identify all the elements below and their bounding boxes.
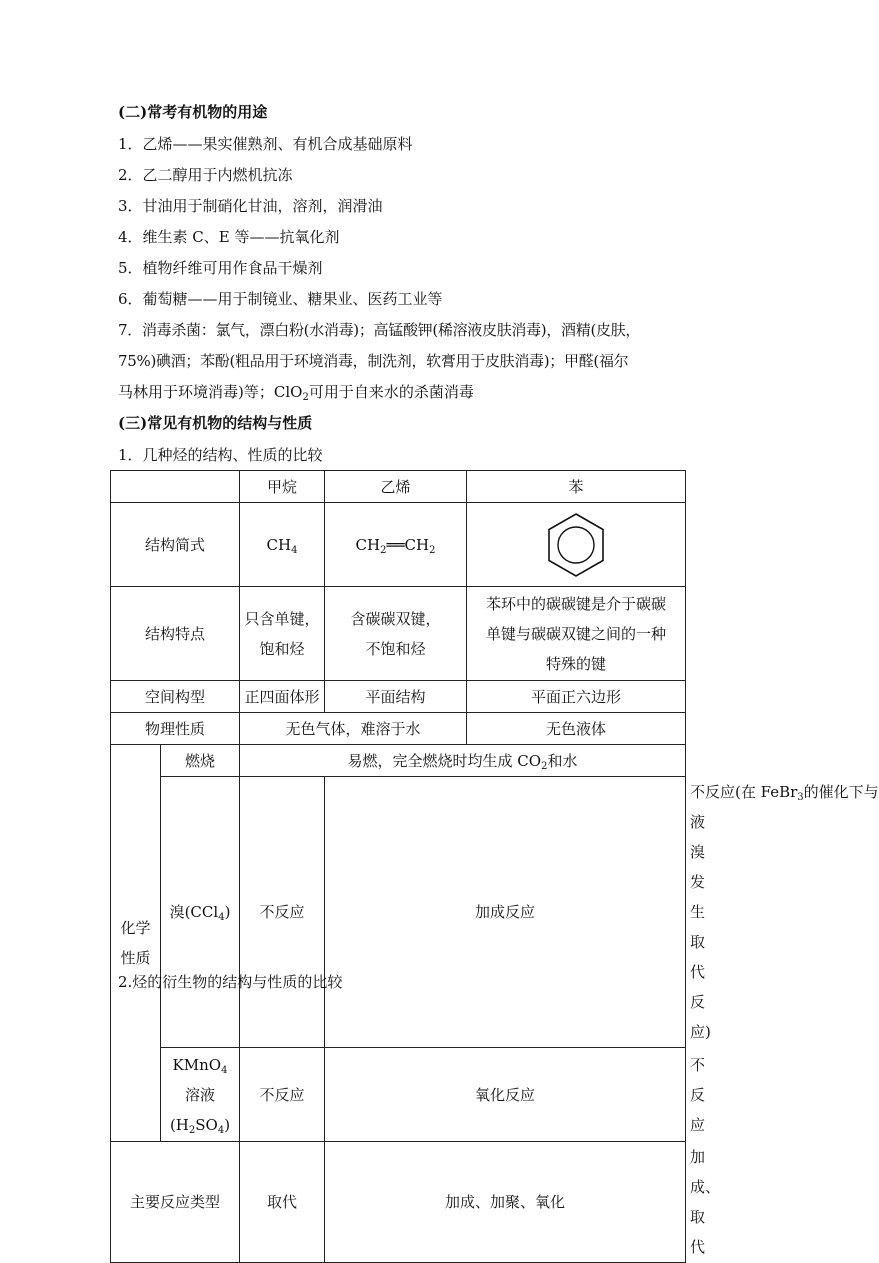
row-label: 主要反应类型 <box>111 1142 240 1263</box>
header-empty-cell <box>111 471 240 503</box>
methane-reaction: 取代 <box>240 1142 325 1263</box>
row-label: 结构简式 <box>111 503 240 587</box>
benzene-spatial: 平面正六边形 <box>467 681 686 713</box>
header-benzene: 苯 <box>467 471 686 503</box>
row-label: 空间构型 <box>111 681 240 713</box>
list-item: 1．乙烯——果实催熟剂、有机合成基础原料 <box>118 135 413 153</box>
benzene-ring-icon <box>541 510 611 580</box>
benzene-features: 苯环中的碳碳键是介于碳碳 单键与碳碳双键之间的一种 特殊的键 <box>467 587 686 681</box>
combustion-label: 燃烧 <box>161 745 240 777</box>
benzene-physical: 无色液体 <box>467 713 686 745</box>
list-item-7-line3: 马林用于环境消毒)等；ClO$_2$可用于自来水的杀菌消毒 <box>118 383 474 403</box>
ethylene-kmno4: 氧化反应 <box>325 1048 686 1142</box>
table-row: 溴(CCl$_4$) 不反应 加成反应 不反应(在 FeBr$_3$的催化下与 液溴发生取代反应) <box>111 777 686 1048</box>
table-row <box>111 471 686 503</box>
header-ethylene: 乙烯 <box>325 471 467 503</box>
methane-spatial: 正四面体形 <box>240 681 325 713</box>
table-row <box>111 745 686 777</box>
subheading-derivatives: 2.烃的衍生物的结构与性质的比较 <box>118 973 343 991</box>
ethylene-reaction: 加成、加聚、氧化 <box>325 1142 686 1263</box>
methane-kmno4: 不反应 <box>240 1048 325 1142</box>
table-row <box>111 587 686 681</box>
kmno4-label: KMnO$_4$ 溶液 $(H_2SO_4)$ <box>161 1048 240 1142</box>
ethylene-features: 含碳碳双键， 不饱和烃 <box>325 587 467 681</box>
list-item: 3．甘油用于制硝化甘油，溶剂，润滑油 <box>118 197 383 215</box>
list-item: 4．维生素 C、E 等——抗氧化剂 <box>118 228 340 246</box>
subheading-hydrocarbons: 1．几种烃的结构、性质的比较 <box>118 446 323 464</box>
header-methane: 甲烷 <box>240 471 325 503</box>
ethylene-bromine: 加成反应 <box>325 777 686 1048</box>
chemical-properties-label: 化学 性质 <box>111 745 161 1142</box>
list-item: 6．葡萄糖——用于制镜业、糖果业、医药工业等 <box>118 290 443 308</box>
combustion-value: 易燃，完全燃烧时均生成 $CO_2$和水 <box>240 745 686 777</box>
list-item: 5．植物纤维可用作食品干燥剂 <box>118 259 323 277</box>
bromine-label: 溴(CCl$_4$) <box>161 777 240 1048</box>
table-row: KMnO$_4$ 溶液 $(H_2SO_4)$ 不反应 氧化反应 不反应 <box>111 1048 686 1142</box>
methane-formula: $CH_4$ <box>240 503 325 587</box>
methane-ethylene-physical: 无色气体，难溶于水 <box>240 713 467 745</box>
ethylene-spatial: 平面结构 <box>325 681 467 713</box>
methane-features: 只含单键， 饱和烃 <box>240 587 325 681</box>
row-label: 物理性质 <box>111 713 240 745</box>
list-item-7-line2: 75%)碘酒；苯酚(粗品用于环境消毒，制洗剂，软膏用于皮肤消毒)；甲醛(福尔 <box>118 352 629 370</box>
methane-bromine: 不反应 <box>240 777 325 1048</box>
section-heading-uses: (二)常考有机物的用途 <box>118 103 268 121</box>
table-row <box>111 503 686 587</box>
ethylene-formula: $CH_2══CH_2$ <box>325 503 467 587</box>
hydrocarbon-comparison-table <box>110 470 879 1263</box>
table-row: 主要反应类型 取代 加成、加聚、氧化 加成、取代 <box>111 1142 686 1263</box>
list-item-7-line1: 7．消毒杀菌：氯气，漂白粉(水消毒)；高锰酸钾(稀溶液皮肤消毒)，酒精(皮肤， <box>118 321 641 339</box>
benzene-structure-cell <box>467 503 686 587</box>
table-row <box>111 713 686 745</box>
row-label: 结构特点 <box>111 587 240 681</box>
section-heading-structures: (三)常见有机物的结构与性质 <box>118 414 313 432</box>
list-item: 2．乙二醇用于内燃机抗冻 <box>118 166 293 184</box>
table-row <box>111 681 686 713</box>
